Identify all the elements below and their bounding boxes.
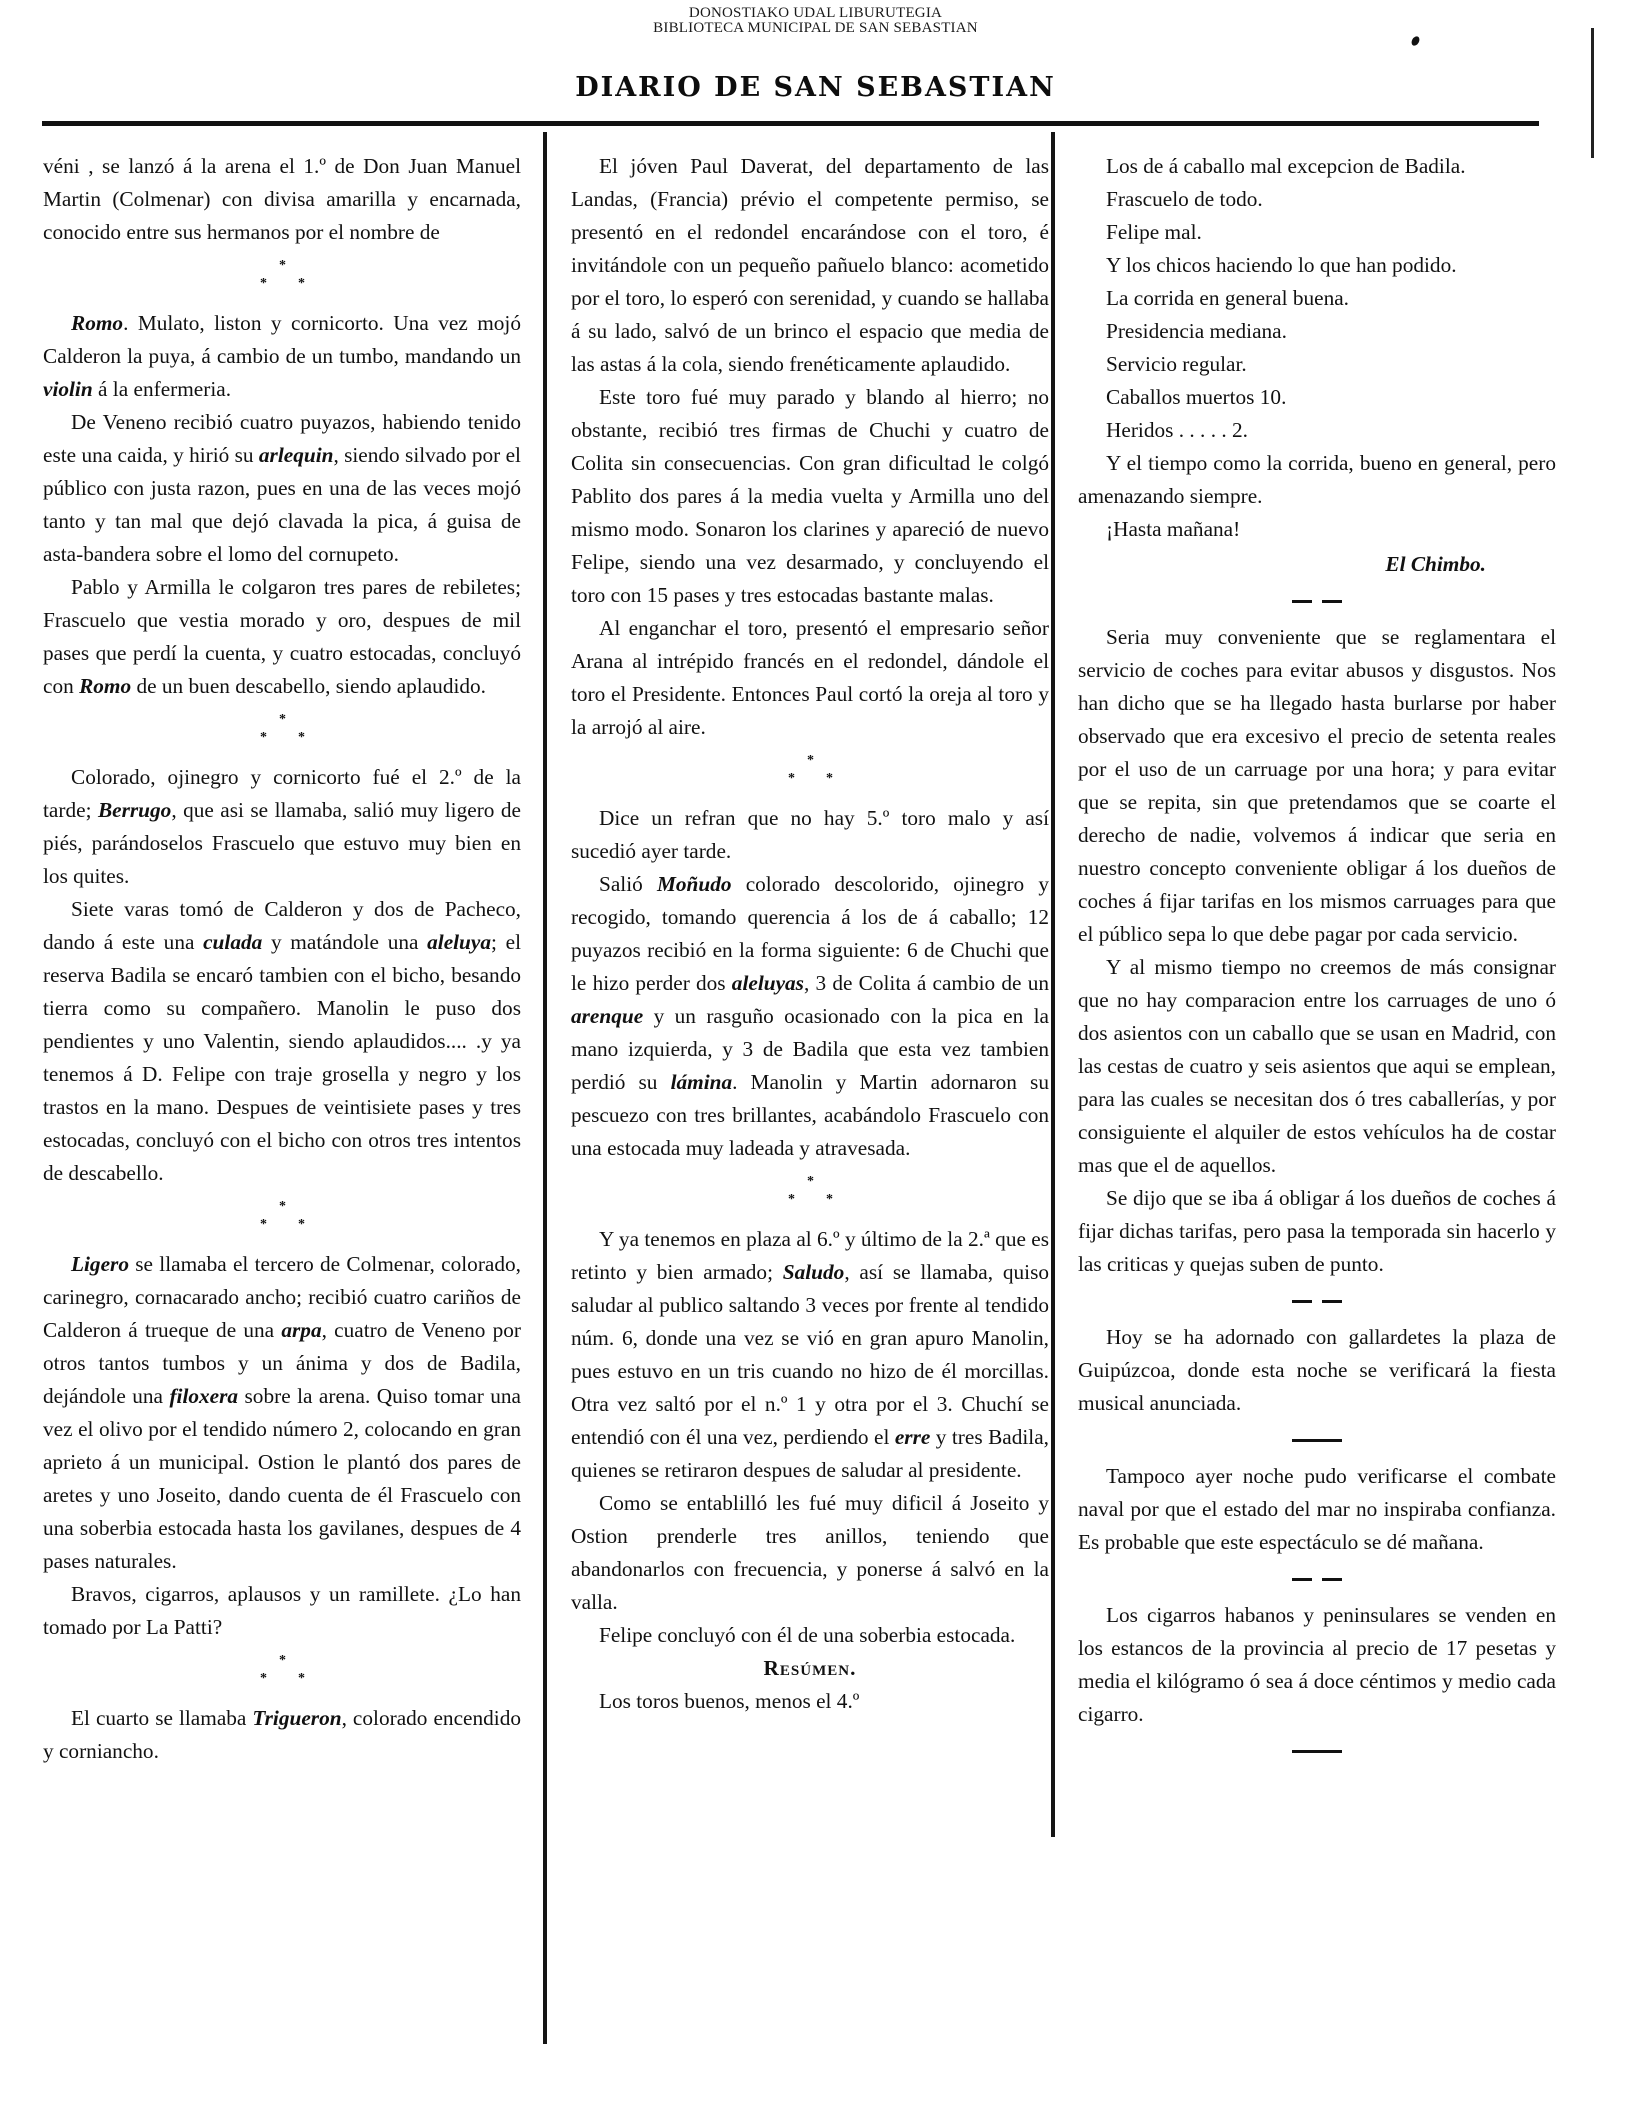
paragraph: Seria muy conveniente que se reglamentara el servicio de coches para evitar abusos y disgustos. Nos han dicho que se ha llegado hasta burlarse por haber observado que era excesivo el precio de setenta reales por el uso de un carruage por una hora; y para evitar que se repita, sin que pretendamos que se coarte el derecho de nadie, volvemos á indicar que seria en nuestro concepto conveniente obligar á los dueños de coches á fijar tarifas en los mismos carruages para que el público sepa lo que debe pagar por cada servicio. bbox=[1078, 625, 1556, 946]
paragraph: Colorado, ojinegro y cornicorto fué el 2.º de la tarde; Berrugo, que asi se llamaba, salió muy ligero de piés, parándoselos Frascuelo que estuvo muy bien en los quites. bbox=[43, 765, 521, 888]
column-left bbox=[43, 150, 521, 1768]
paragraph: Se dijo que se iba á obligar á los dueños de coches á fijar dichas tarifas, pero pasa la temporada sin hacerlo y las criticas y quejas suben de punto. bbox=[1078, 1186, 1556, 1276]
summary-line: Y los chicos haciendo lo que han podido. bbox=[1106, 253, 1457, 277]
paragraph: Al enganchar el toro, presentó el empresario señor Arana al intrépido francés en el redondel, dándole el toro el Presidente. Entonces Paul cortó la oreja al toro y la arrojó al aire. bbox=[571, 616, 1049, 739]
library-stamp-spanish: BIBLIOTECA MUNICIPAL DE SAN SEBASTIAN bbox=[653, 20, 978, 36]
asterism-separator: * * * bbox=[260, 1199, 305, 1232]
summary-heading: Resúmen. bbox=[763, 1656, 857, 1680]
paragraph: véni , se lanzó á la arena el 1.º de Don Juan Manuel Martin (Colmenar) con divisa amarilla y encarnada, conocido entre sus hermanos por el nombre de bbox=[43, 154, 521, 244]
column-divider-left bbox=[543, 132, 547, 2044]
ink-mark bbox=[1410, 35, 1421, 47]
paragraph: Dice un refran que no hay 5.º toro malo y así sucedió ayer tarde. bbox=[571, 806, 1049, 863]
paragraph: Y al mismo tiempo no creemos de más consignar que no hay comparacion entre los carruages de uno ó dos asientos con un caballo que se usan en Madrid, con las cestas de cuatro y seis asientos que aqui se emplean, para las cuales se necesitan dos ó tres caballerías, y por consiguiente el alquiler de estos vehículos ha de costar mas que el de aquellos. bbox=[1078, 955, 1556, 1177]
dash-separator bbox=[1078, 581, 1556, 621]
summary-line: Caballos muertos 10. bbox=[1106, 385, 1287, 409]
paragraph: Hoy se ha adornado con gallardetes la plaza de Guipúzcoa, donde esta noche se verificará la fiesta musical anunciada. bbox=[1078, 1325, 1556, 1415]
paragraph: Tampoco ayer noche pudo verificarse el combate naval por que el estado del mar no inspiraba confianza. Es probable que este espectáculo se dé mañana. bbox=[1078, 1464, 1556, 1554]
asterism-separator: * * * bbox=[788, 753, 833, 786]
paragraph: Bravos, cigarros, aplausos y un ramillete. ¿Lo han tomado por La Patti? bbox=[43, 1582, 521, 1639]
summary-line: Frascuelo de todo. bbox=[1106, 187, 1263, 211]
author-signature: El Chimbo. bbox=[1385, 552, 1486, 576]
masthead-rule bbox=[42, 121, 1539, 126]
dash-separator bbox=[1078, 1420, 1556, 1460]
summary-line: ¡Hasta mañana! bbox=[1106, 517, 1241, 541]
dash-separator bbox=[1078, 1559, 1556, 1599]
paragraph: Este toro fué muy parado y blando al hierro; no obstante, recibió tres firmas de Chuchi y cuatro de Colita sin consecuencias. Con gran dificultad le colgó Pablito dos pares á la media vuelta y Armilla uno del mismo modo. Sonaron los clarines y apareció de nuevo Felipe, siendo una vez desarmado, y concluyendo el toro con 15 pases y tres estocadas bastante malas. bbox=[571, 385, 1049, 607]
asterism-separator: * * * bbox=[260, 1653, 305, 1686]
paragraph: Como se entablilló les fué muy dificil á Joseito y Ostion prenderle tres anillos, teniendo que abandonarlos con frecuencia, y ponerse á salvó en la valla. bbox=[571, 1491, 1049, 1614]
paragraph: El cuarto se llamaba Trigueron, colorado encendido y cornіancho. bbox=[43, 1706, 521, 1763]
bull-name: Romo bbox=[71, 311, 124, 335]
column-right bbox=[1078, 150, 1556, 1771]
summary-line: La corrida en general buena. bbox=[1106, 286, 1350, 310]
paragraph: Salió Moñudo colorado descolorido, ojinegro y recogido, tomando querencia á los de á caballo; 12 puyazos recibió en la forma siguiente: 6 de Chuchi que le hizo perder dos aleluyas, 3 de Colita á cambio de un arenque y un rasguño ocasionado con la pica en la mano izquierda, y 3 de Badila que esta vez tambien perdió su lámina. Manolin y Martin adornaron su pescuezo con tres brillantes, acabándolo Frascuelo con una estocada muy ladeada y atravesada. bbox=[571, 872, 1049, 1160]
asterism-separator: * * * bbox=[788, 1174, 833, 1207]
newspaper-masthead: DIARIO DE SAN SEBASTIAN bbox=[575, 72, 1056, 103]
paragraph: De Veneno recibió cuatro puyazos, habiendo tenido este una caida, y hirió su arlequin, siendo silvado por el público con justa razon, pues en una de las veces mojó tanto y tan mal que dejó clavada la pica, á guisa de asta-bandera sobre el lomo del cornupeto. bbox=[43, 410, 521, 566]
paragraph: Y ya tenemos en plaza al 6.º y último de la 2.ª que es retinto y bien armado; Saludo, así se llamaba, quiso saludar al publico saltando 3 veces por frente al tendido núm. 6, donde una vez se vió en gran apuro Manolin, pues estuvo en un tris cuando no hizo de él morcillas. Otra vez saltó por el n.º 1 y otra por el 3. Chuchí se entendió con él una vez, perdiendo el erre y tres Badila, quienes se retiraron despues de saludar al presidente. bbox=[571, 1227, 1050, 1482]
summary-line: Presidencia mediana. bbox=[1106, 319, 1287, 343]
dash-separator bbox=[1078, 1731, 1556, 1771]
summary-line: Felipe mal. bbox=[1106, 220, 1202, 244]
paragraph: El jóven Paul Daverat, del departamento de las Landas, (Francia) prévio el competente permiso, se presentó en el redondel encarándose con el toro, é invitándole con un pequeño pañuelo blanco: acometido por el toro, lo esperó con serenidad, y cuando se hallaba á su lado, salvó de un brinco el espacio que media de las astas á la cola, siendo frenéticamente aplaudido. bbox=[571, 154, 1049, 376]
paragraph: Ligero se llamaba el tercero de Colmenar, colorado, carinegro, cornacarado ancho; recibió cuatro cariños de Calderon á trueque de una arpa, cuatro de Veneno por otros tantos tumbos y un ánima y dos de Badila, dejándole una filoxera sobre la arena. Quiso tomar una vez el olivo por el tendido número 2, colocando en gran aprieto á un municipal. Ostion le plantó dos pares de aretes y uno Joseito, dando cuenta de él Frascuelo con una soberbia estocada hasta los gavilanes, despues de 4 pases naturales. bbox=[43, 1252, 521, 1573]
summary-line: Y el tiempo como la corrida, bueno en general, pero amenazando siempre. bbox=[1078, 451, 1556, 508]
summary-line: Los de á caballo mal excepcion de Badila. bbox=[1106, 154, 1466, 178]
dash-separator bbox=[1078, 1281, 1556, 1321]
paragraph: Felipe concluyó con él de una soberbia estocada. bbox=[599, 1623, 1016, 1647]
library-stamp bbox=[0, 6, 1631, 36]
summary-line: Heridos . . . . . 2. bbox=[1106, 418, 1248, 442]
asterism-separator: * * * bbox=[260, 712, 305, 745]
column-divider-right bbox=[1051, 132, 1055, 1837]
summary-line: Servicio regular. bbox=[1106, 352, 1247, 376]
asterism-separator: * * * bbox=[260, 258, 305, 291]
column-middle bbox=[571, 150, 1049, 1718]
paragraph: Pablo y Armilla le colgaron tres pares de rebiletes; Frascuelo que vestia morado y oro, despues de mil pases que perdí la cuenta, y cuatro estocadas, concluyó con Romo de un buen descabello, siendo aplaudido. bbox=[43, 575, 521, 698]
paragraph: Romo. Mulato, liston y cornicorto. Una vez mojó Calderon la puya, á cambio de un tumbo, mandando un violin á la enfermeria. bbox=[43, 311, 521, 401]
paragraph: Siete varas tomó de Calderon y dos de Pacheco, dando á este una culada y matándole una aleluya; el reserva Badila se encaró tambien con el bicho, besando tierra como su compañero. Manolin le puso dos pendientes y uno Valentin, siendo aplaudidos.... .y ya tenemos á D. Felipe con traje grosella y negro y los trastos en la mano. Despues de veintisiete pases y tres estocadas, concluyó con el bicho con otros tres intentos de descabello. bbox=[43, 897, 521, 1185]
paragraph: Los cigarros habanos y peninsulares se venden en los estancos de la provincia al precio de 17 pesetas y media el kilógramo ó sea á doce céntimos y medio cada cigarro. bbox=[1078, 1603, 1556, 1726]
library-stamp-basque: DONOSTIAKO UDAL LIBURUTEGIA bbox=[688, 5, 943, 21]
paragraph: Los toros buenos, menos el 4.º bbox=[599, 1689, 860, 1713]
